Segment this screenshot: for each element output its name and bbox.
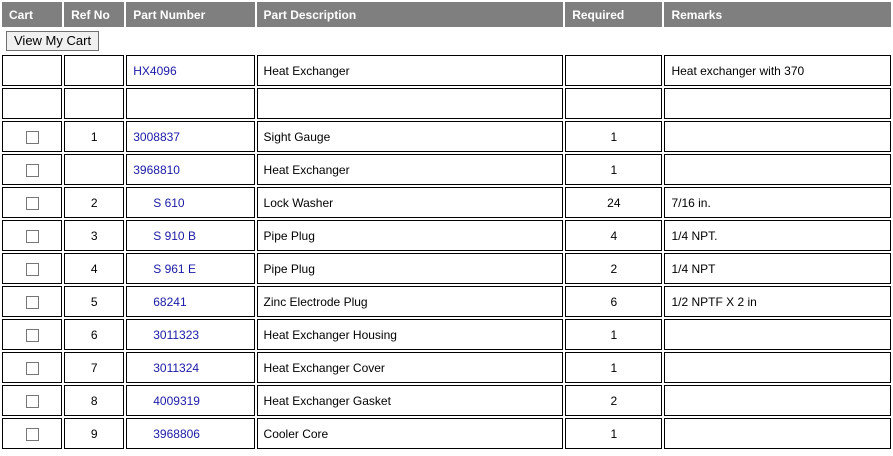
required-qty: 1 [565,352,662,383]
part-number-link[interactable]: 3011324 [153,360,200,375]
part-number-link[interactable]: S 961 E [153,261,196,276]
header-part-number: Part Number [126,2,254,27]
required-qty: 1 [565,418,662,449]
part-number-link[interactable]: 3968806 [153,426,200,441]
ref-no: 1 [64,121,124,152]
view-my-cart-button[interactable]: View My Cart [6,31,99,51]
table-row [2,187,891,218]
header-cart: Cart [2,2,62,27]
assembly-remarks: Heat exchanger with 370 [664,55,891,86]
header-row [2,2,891,27]
header-remarks: Remarks [664,2,891,27]
part-number-link[interactable]: S 610 [153,195,185,210]
remarks [664,319,891,350]
ref-no: 2 [64,187,124,218]
header-part-description: Part Description [257,2,564,27]
table-row [2,220,891,251]
ref-no: 6 [64,319,124,350]
assembly-description: Heat Exchanger [257,55,564,86]
required-qty: 24 [565,187,662,218]
ref-no: 7 [64,352,124,383]
spacer-row [2,88,891,119]
assembly-required-cell [565,55,662,86]
remarks: 1/2 NPTF X 2 in [664,286,891,317]
add-to-cart-checkbox[interactable] [26,230,39,243]
assembly-ref-cell [64,55,124,86]
part-number-link[interactable]: 4009319 [153,393,200,408]
remarks [664,418,891,449]
required-qty: 1 [565,121,662,152]
required-qty: 6 [565,286,662,317]
table-row [2,385,891,416]
ref-no: 4 [64,253,124,284]
ref-no: 5 [64,286,124,317]
part-description: Heat Exchanger Gasket [257,385,564,416]
remarks [664,385,891,416]
part-description: Heat Exchanger [257,154,564,185]
part-description: Pipe Plug [257,220,564,251]
add-to-cart-checkbox[interactable] [26,329,39,342]
add-to-cart-checkbox[interactable] [26,395,39,408]
assembly-part-link[interactable]: HX4096 [133,63,177,78]
part-description: Heat Exchanger Cover [257,352,564,383]
add-to-cart-checkbox[interactable] [26,197,39,210]
add-to-cart-checkbox[interactable] [26,164,39,177]
remarks [664,154,891,185]
header-ref-no: Ref No [64,2,124,27]
add-to-cart-checkbox[interactable] [26,131,39,144]
ref-no: 9 [64,418,124,449]
remarks: 7/16 in. [664,187,891,218]
assembly-part-number-cell [126,55,254,86]
remarks [664,121,891,152]
table-row [2,352,891,383]
required-qty: 2 [565,253,662,284]
remarks: 1/4 NPT. [664,220,891,251]
table-row [2,286,891,317]
add-to-cart-checkbox[interactable] [26,428,39,441]
required-qty: 1 [565,319,662,350]
part-number-link[interactable]: S 910 B [153,228,196,243]
view-cart-row [2,29,891,53]
part-description: Cooler Core [257,418,564,449]
part-description: Heat Exchanger Housing [257,319,564,350]
required-qty: 2 [565,385,662,416]
assembly-row [2,55,891,86]
table-row [2,319,891,350]
part-description: Pipe Plug [257,253,564,284]
header-required: Required [565,2,662,27]
remarks: 1/4 NPT [664,253,891,284]
part-description: Lock Washer [257,187,564,218]
part-number-link[interactable]: 3008837 [133,129,180,144]
part-number-link[interactable]: 3968810 [133,162,180,177]
add-to-cart-checkbox[interactable] [26,263,39,276]
ref-no: 8 [64,385,124,416]
table-row [2,253,891,284]
required-qty: 4 [565,220,662,251]
ref-no: 3 [64,220,124,251]
table-row [2,121,891,152]
table-row [2,154,891,185]
assembly-cart-cell [2,55,62,86]
part-description: Zinc Electrode Plug [257,286,564,317]
part-description: Sight Gauge [257,121,564,152]
part-number-link[interactable]: 68241 [153,294,187,309]
add-to-cart-checkbox[interactable] [26,296,39,309]
remarks [664,352,891,383]
table-row [2,418,891,449]
part-number-link[interactable]: 3011323 [153,327,200,342]
ref-no [64,154,124,185]
add-to-cart-checkbox[interactable] [26,362,39,375]
required-qty: 1 [565,154,662,185]
